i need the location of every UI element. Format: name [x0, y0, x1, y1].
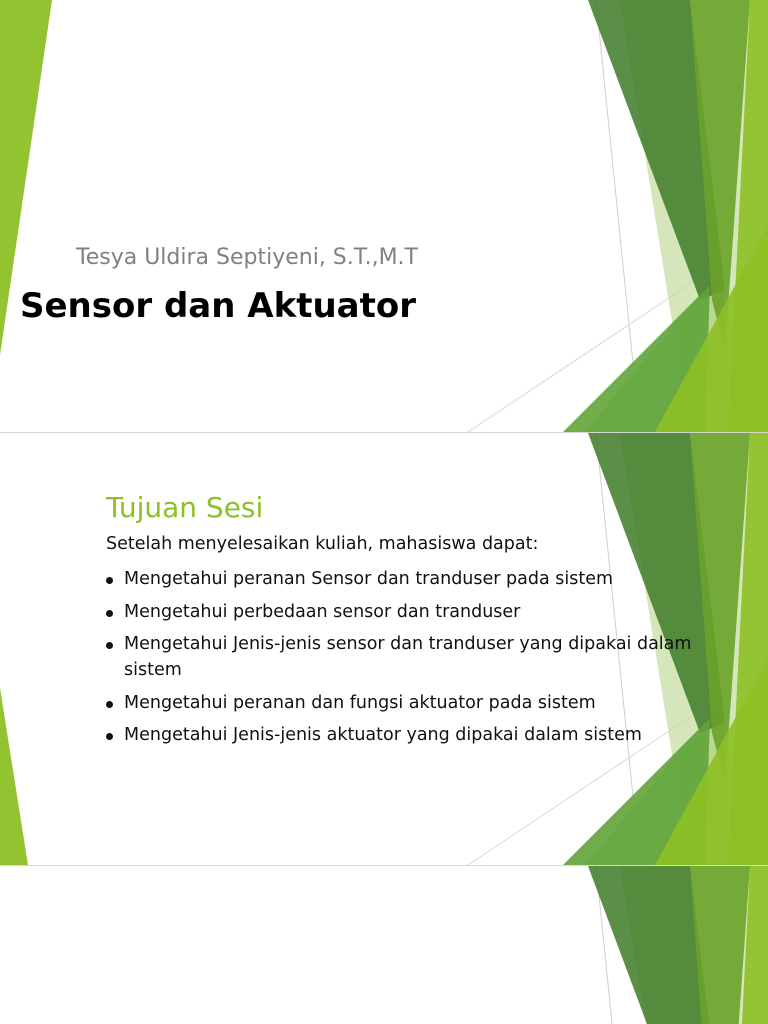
list-item-text: Mengetahui peranan Sensor dan tranduser pada sistem — [124, 569, 614, 589]
intro-text: Setelah menyelesaikan kuliah, mahasiswa dapat: — [106, 534, 539, 554]
author-name: Tesya Uldira Septiyeni, S.T.,M.T — [76, 245, 418, 270]
list-item-text: Mengetahui Jenis-jenis sensor dan tranduser yang dipakai dalam sistem — [124, 634, 692, 680]
list-item — [106, 690, 706, 716]
green-facets-decoration — [0, 866, 768, 1024]
bullet-icon — [106, 733, 113, 740]
section-heading: Tujuan Sesi — [106, 491, 264, 524]
list-item-text: Mengetahui Jenis-jenis aktuator yang dipakai dalam sistem — [124, 725, 642, 745]
title-slide — [0, 0, 768, 432]
list-item — [106, 722, 706, 748]
next-slide-preview — [0, 866, 768, 1024]
list-item — [106, 631, 706, 683]
objectives-list — [106, 566, 706, 755]
list-item — [106, 566, 706, 592]
objectives-slide — [0, 433, 768, 865]
green-facets-decoration — [0, 0, 768, 432]
list-item-text: Mengetahui perbedaan sensor dan tranduser — [124, 601, 521, 622]
list-item — [106, 599, 706, 625]
bullet-icon — [106, 577, 113, 584]
bullet-icon — [106, 642, 113, 649]
slide-title: Sensor dan Aktuator — [20, 286, 416, 326]
list-item-text: Mengetahui peranan dan fungsi aktuator pada sistem — [124, 692, 596, 713]
bullet-icon — [106, 610, 113, 617]
bullet-icon — [106, 701, 113, 708]
